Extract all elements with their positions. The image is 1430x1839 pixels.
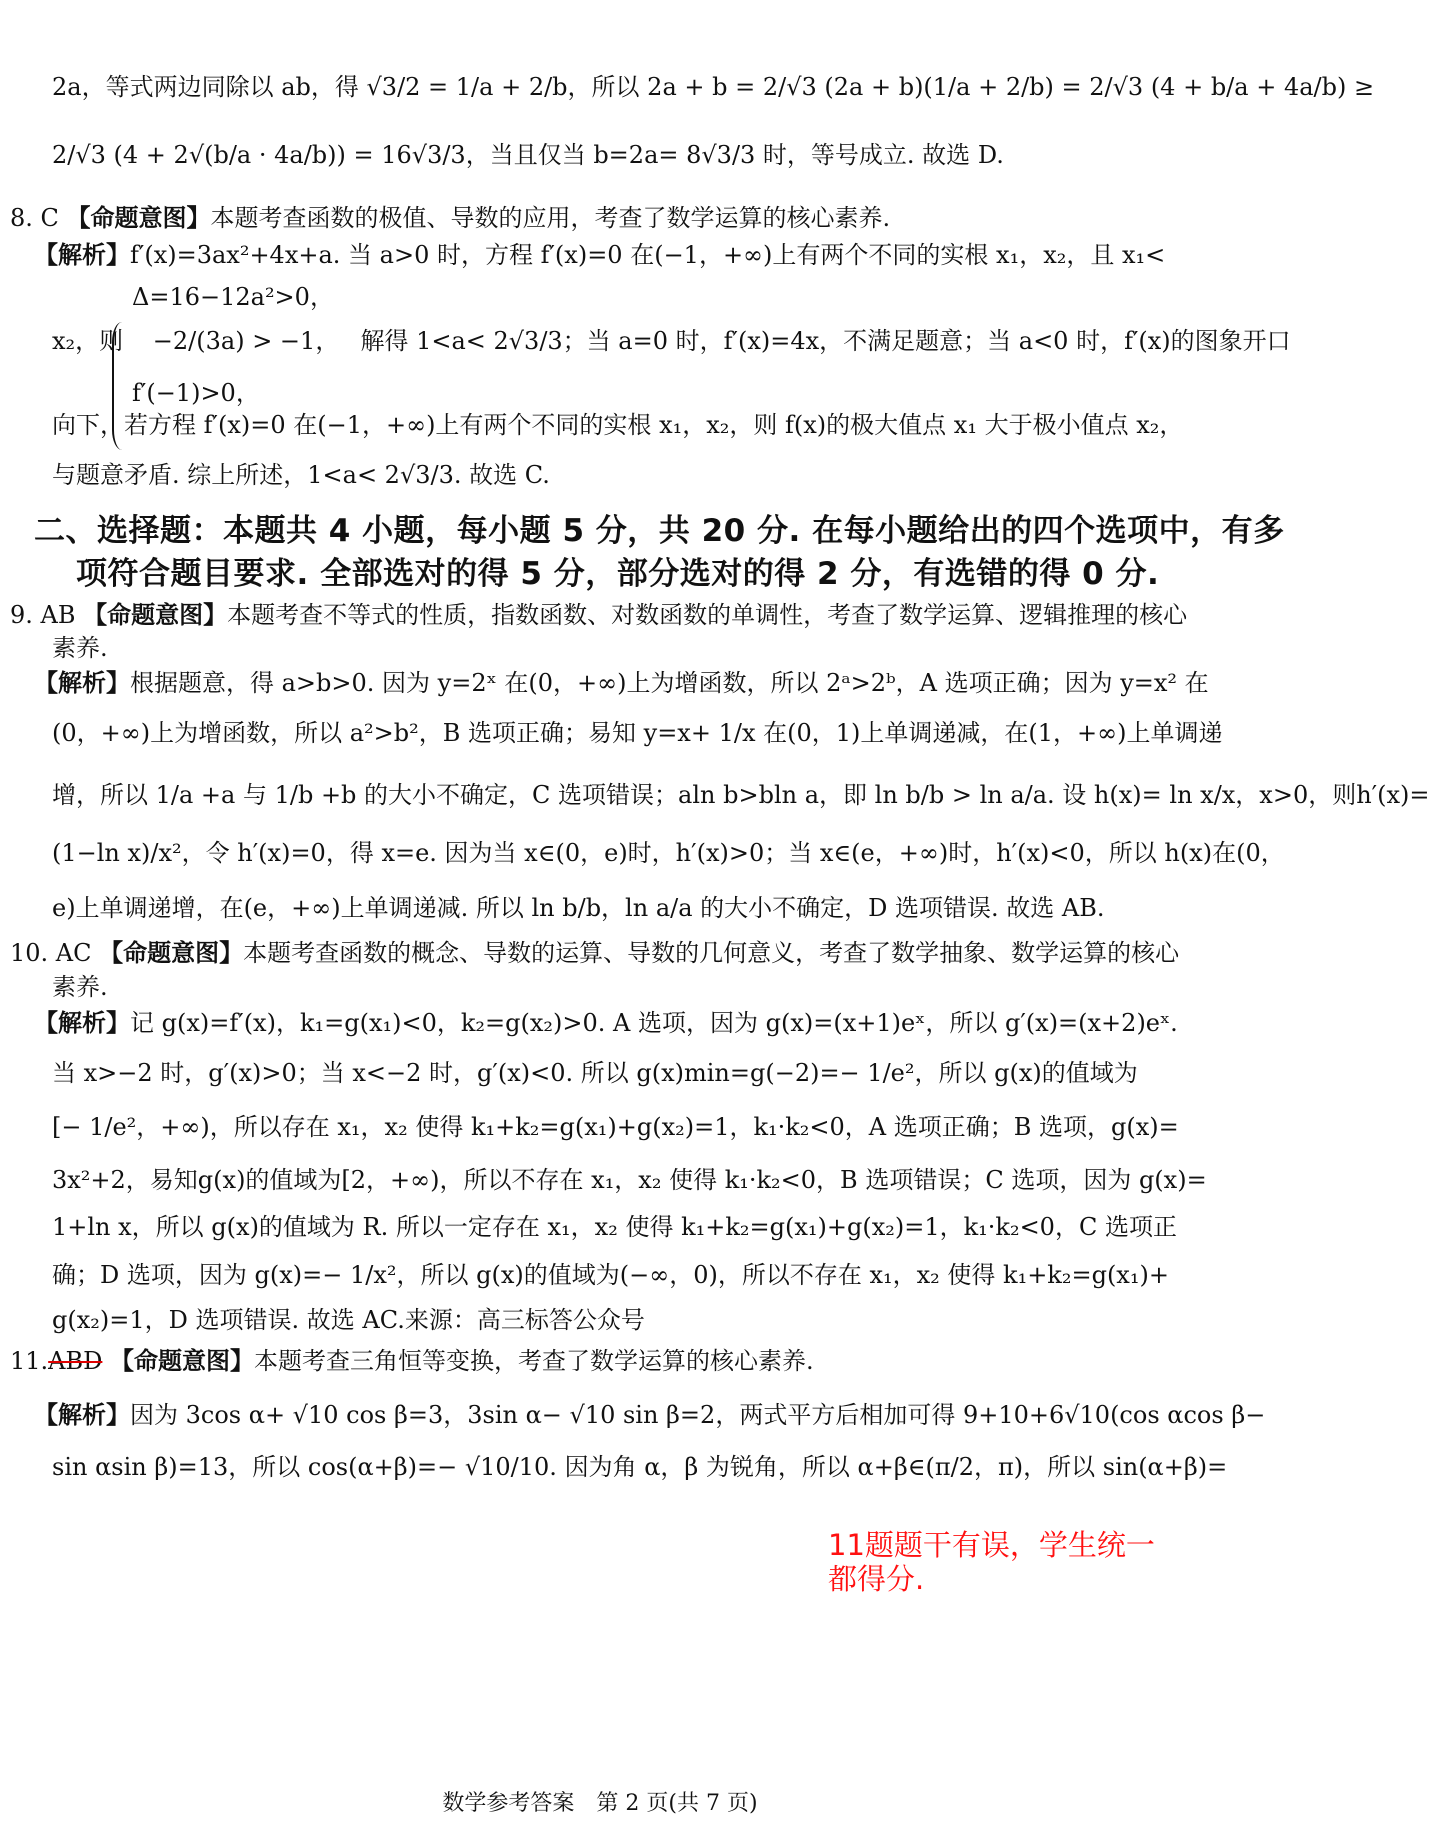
analysis-line [34, 1008, 1178, 1039]
intent-text: 素养. [52, 634, 108, 662]
system-prefix: x₂，则 [52, 327, 124, 355]
analysis-tag: 【解析】 [34, 1009, 130, 1037]
intent-tag: 【命题意图】 [110, 1347, 255, 1375]
intent-tag: 【命题意图】 [83, 601, 228, 629]
text-line: 与题意矛盾. 综上所述，1<a< 2√3/3. 故选 C. [52, 461, 550, 489]
intent-text: 本题考查三角恒等变换，考查了数学运算的核心素养. [254, 1347, 814, 1375]
grading-note-line: 都得分. [828, 1562, 925, 1597]
analysis-line [34, 240, 1170, 271]
text-line: 1+ln x，所以 g(x)的值域为 R. 所以一定存在 x₁，x₂ 使得 k₁+k₂=g(x₁)+g(x₂)=1，k₁·k₂<0，C 选项正 [52, 1213, 1177, 1241]
answer-key: 8. C [10, 204, 59, 232]
grading-note-line: 11题题干有误，学生统一 [828, 1528, 1155, 1562]
struck-answer-key: ABD [48, 1347, 103, 1375]
page-footer: 数学参考答案 第 2 页(共 7 页) [442, 1791, 758, 1816]
analysis-text: 记 g(x)=f′(x)，k₁=g(x₁)<0，k₂=g(x₂)>0. A 选项，因为 g(x)=(x+1)eˣ，所以 g′(x)=(x+2)eˣ. [130, 1009, 1178, 1037]
section-heading: 项符合题目要求. 全部选对的得 5 分，部分选对的得 2 分，有选错的得 0 分. [76, 556, 1160, 592]
question-9-heading [10, 600, 1188, 631]
question-number: 11. [10, 1347, 49, 1375]
text-line: 2a，等式两边同除以 ab，得 √3/2 = 1/a + 2/b，所以 2a + b = 2/√3 (2a + b)(1/a + 2/b) = 2/√3 (4 + b/a + 4a/b) ≥ [52, 73, 1375, 101]
analysis-tag: 【解析】 [34, 669, 130, 697]
grading-note [828, 1528, 1188, 1596]
analysis-tag: 【解析】 [34, 1401, 130, 1429]
text-line: e)上单调递增，在(e，+∞)上单调递减. 所以 ln b/b，ln a/a 的大小不确定，D 选项错误. 故选 AB. [52, 894, 1105, 922]
text-line: 解得 1<a< 2√3/3；当 a=0 时，f′(x)=4x，不满足题意；当 a<0 时，f′(x)的图象开口 [360, 327, 1291, 355]
question-10-heading [10, 938, 1180, 969]
answer-key: 9. AB [10, 601, 76, 629]
system-equation: −2/(3a) > −1， [152, 327, 340, 355]
text-line: g(x₂)=1，D 选项错误. 故选 AC.来源：高三标答公众号 [52, 1306, 645, 1334]
text-line: 当 x>−2 时，g′(x)>0；当 x<−2 时，g′(x)<0. 所以 g(x)min=g(−2)=− 1/e²，所以 g(x)的值域为 [52, 1059, 1138, 1087]
text-line: 确；D 选项，因为 g(x)=− 1/x²，所以 g(x)的值域为(−∞，0)，所以不存在 x₁，x₂ 使得 k₁+k₂=g(x₁)+ [52, 1261, 1169, 1289]
text-line: sin αsin β)=13，所以 cos(α+β)=− √10/10. 因为角 α，β 为锐角，所以 α+β∈(π/2，π)，所以 sin(α+β)= [52, 1453, 1228, 1481]
analysis-tag: 【解析】 [34, 241, 130, 269]
analysis-text: 根据题意，得 a>b>0. 因为 y=2ˣ 在(0，+∞)上为增函数，所以 2ᵃ>2ᵇ，A 选项正确；因为 y=x² 在 [130, 669, 1209, 697]
intent-text: 素养. [52, 973, 108, 1001]
text-line: (0，+∞)上为增函数，所以 a²>b²，B 选项正确；易知 y=x+ 1/x 在(0，1)上单调递减，在(1，+∞)上单调递 [52, 719, 1223, 747]
section-heading: 二、选择题：本题共 4 小题，每小题 5 分，共 20 分. 在每小题给出的四个选项中，有多 [34, 513, 1285, 549]
intent-tag: 【命题意图】 [66, 204, 211, 232]
text-line: 向下，若方程 f′(x)=0 在(−1，+∞)上有两个不同的实根 x₁，x₂，则 f(x)的极大值点 x₁ 大于极小值点 x₂， [52, 411, 1184, 439]
intent-text: 本题考查函数的极值、导数的应用，考查了数学运算的核心素养. [210, 204, 891, 232]
system-equation: Δ=16−12a²>0， [132, 283, 334, 311]
analysis-text: 因为 3cos α+ √10 cos β=3，3sin α− √10 sin β=2，两式平方后相加可得 9+10+6√10(cos αcos β− [130, 1401, 1266, 1429]
text-line: (1−ln x)/x²，令 h′(x)=0，得 x=e. 因为当 x∈(0，e)时，h′(x)>0；当 x∈(e，+∞)时，h′(x)<0，所以 h(x)在(0， [52, 839, 1285, 867]
text-line: [− 1/e²，+∞)，所以存在 x₁，x₂ 使得 k₁+k₂=g(x₁)+g(x₂)=1，k₁·k₂<0，A 选项正确；B 选项，g(x)= [52, 1113, 1179, 1141]
system-equation: f′(−1)>0， [132, 379, 260, 407]
text-line: 增，所以 1/a +a 与 1/b +b 的大小不确定，C 选项错误；aln b>bln a，即 ln b/b > ln a/a. 设 h(x)= ln x/x，x>0，则h′(x)= [52, 781, 1430, 809]
text-line [52, 326, 1291, 357]
analysis-line [34, 668, 1209, 699]
intent-text: 本题考查函数的概念、导数的运算、导数的几何意义，考查了数学抽象、数学运算的核心 [243, 939, 1180, 967]
intent-text: 本题考查不等式的性质，指数函数、对数函数的单调性，考查了数学运算、逻辑推理的核心 [227, 601, 1188, 629]
text-line: 3x²+2，易知g(x)的值域为[2，+∞)，所以不存在 x₁，x₂ 使得 k₁·k₂<0，B 选项错误；C 选项，因为 g(x)= [52, 1166, 1207, 1194]
intent-tag: 【命题意图】 [99, 939, 244, 967]
analysis-line [34, 1400, 1266, 1431]
analysis-text: f′(x)=3ax²+4x+a. 当 a>0 时，方程 f′(x)=0 在(−1，+∞)上有两个不同的实根 x₁，x₂，且 x₁< [130, 241, 1166, 269]
question-8-heading [10, 203, 1170, 234]
answer-key: 10. AC [10, 939, 92, 967]
question-11-heading [10, 1346, 814, 1377]
text-line: 2/√3 (4 + 2√(b/a · 4a/b)) = 16√3/3，当且仅当 b=2a= 8√3/3 时，等号成立. 故选 D. [52, 141, 1004, 169]
